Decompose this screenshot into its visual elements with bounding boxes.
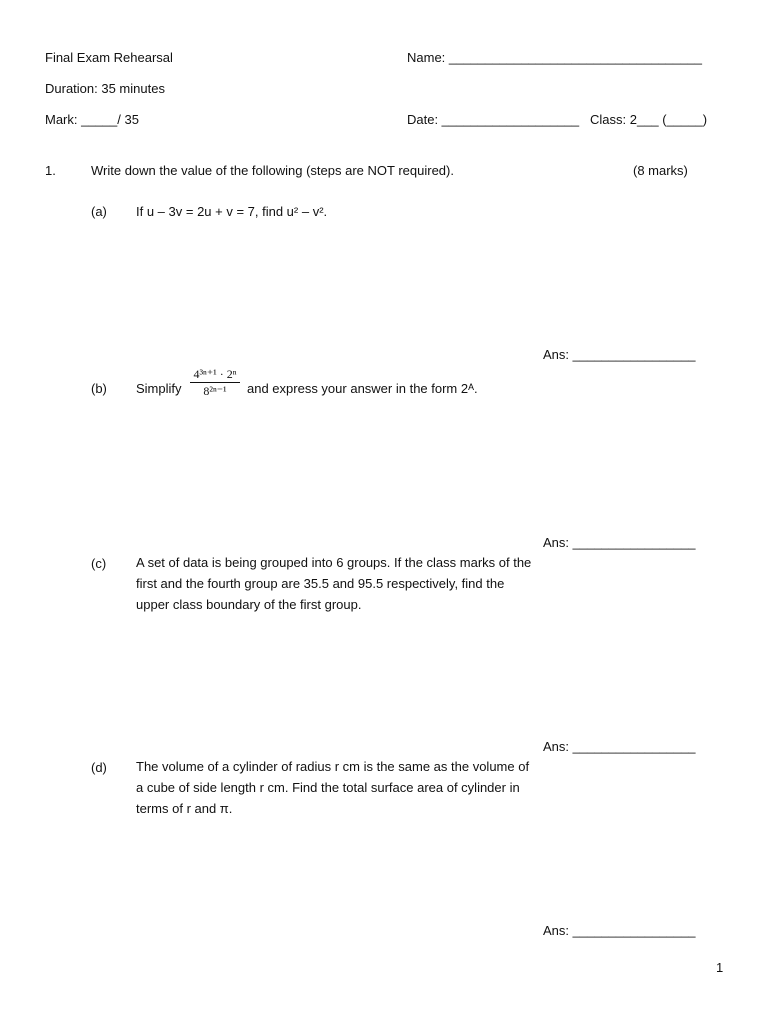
fraction-denominator: 8²ⁿ⁻¹ (203, 384, 227, 398)
fraction-numerator: 4³ⁿ⁺¹ · 2ⁿ (193, 367, 237, 381)
exam-title: Final Exam Rehearsal (45, 50, 173, 65)
part-a-answer-line: Ans: _________________ (543, 347, 696, 362)
question-number: 1. (45, 163, 56, 178)
part-c-label: (c) (91, 556, 107, 571)
part-a-text: If u – 3v = 2u + v = 7, find u² – v². (136, 204, 328, 219)
part-d-text: The volume of a cylinder of radius r cm is the same as the volume of a cube of side length r cm. Find the total surface area of cylinder in terms of r and π. (136, 759, 530, 816)
fraction-bar (190, 382, 240, 383)
mark-field: Mark: _____/ 35 (45, 112, 139, 127)
part-b-label: (b) (91, 381, 107, 396)
part-b-prefix: Simplify (136, 381, 182, 396)
class-field: Class: 2___ (_____) (590, 112, 708, 127)
part-d-answer-line: Ans: _________________ (543, 923, 696, 938)
name-field: Name: ___________________________________ (407, 50, 702, 65)
part-b-answer-line: Ans: _________________ (543, 535, 696, 550)
date-field: Date: ___________________ (407, 112, 580, 127)
question-instruction: Write down the value of the following (steps are NOT required). (91, 163, 454, 178)
part-b-suffix: and express your answer in the form 2ᴬ. (247, 381, 478, 396)
question-marks: (8 marks) (633, 163, 688, 178)
part-b-fraction (190, 367, 240, 398)
part-a-label: (a) (91, 204, 107, 219)
part-c-text: A set of data is being grouped into 6 groups. If the class marks of the first and the fourth group are 35.5 and 95.5 respectively, find the upper class boundary of the first group. (136, 555, 532, 612)
part-c-answer-line: Ans: _________________ (543, 739, 696, 754)
exam-duration: Duration: 35 minutes (45, 81, 165, 96)
page-number: 1 (716, 960, 724, 975)
part-d-label: (d) (91, 760, 107, 775)
